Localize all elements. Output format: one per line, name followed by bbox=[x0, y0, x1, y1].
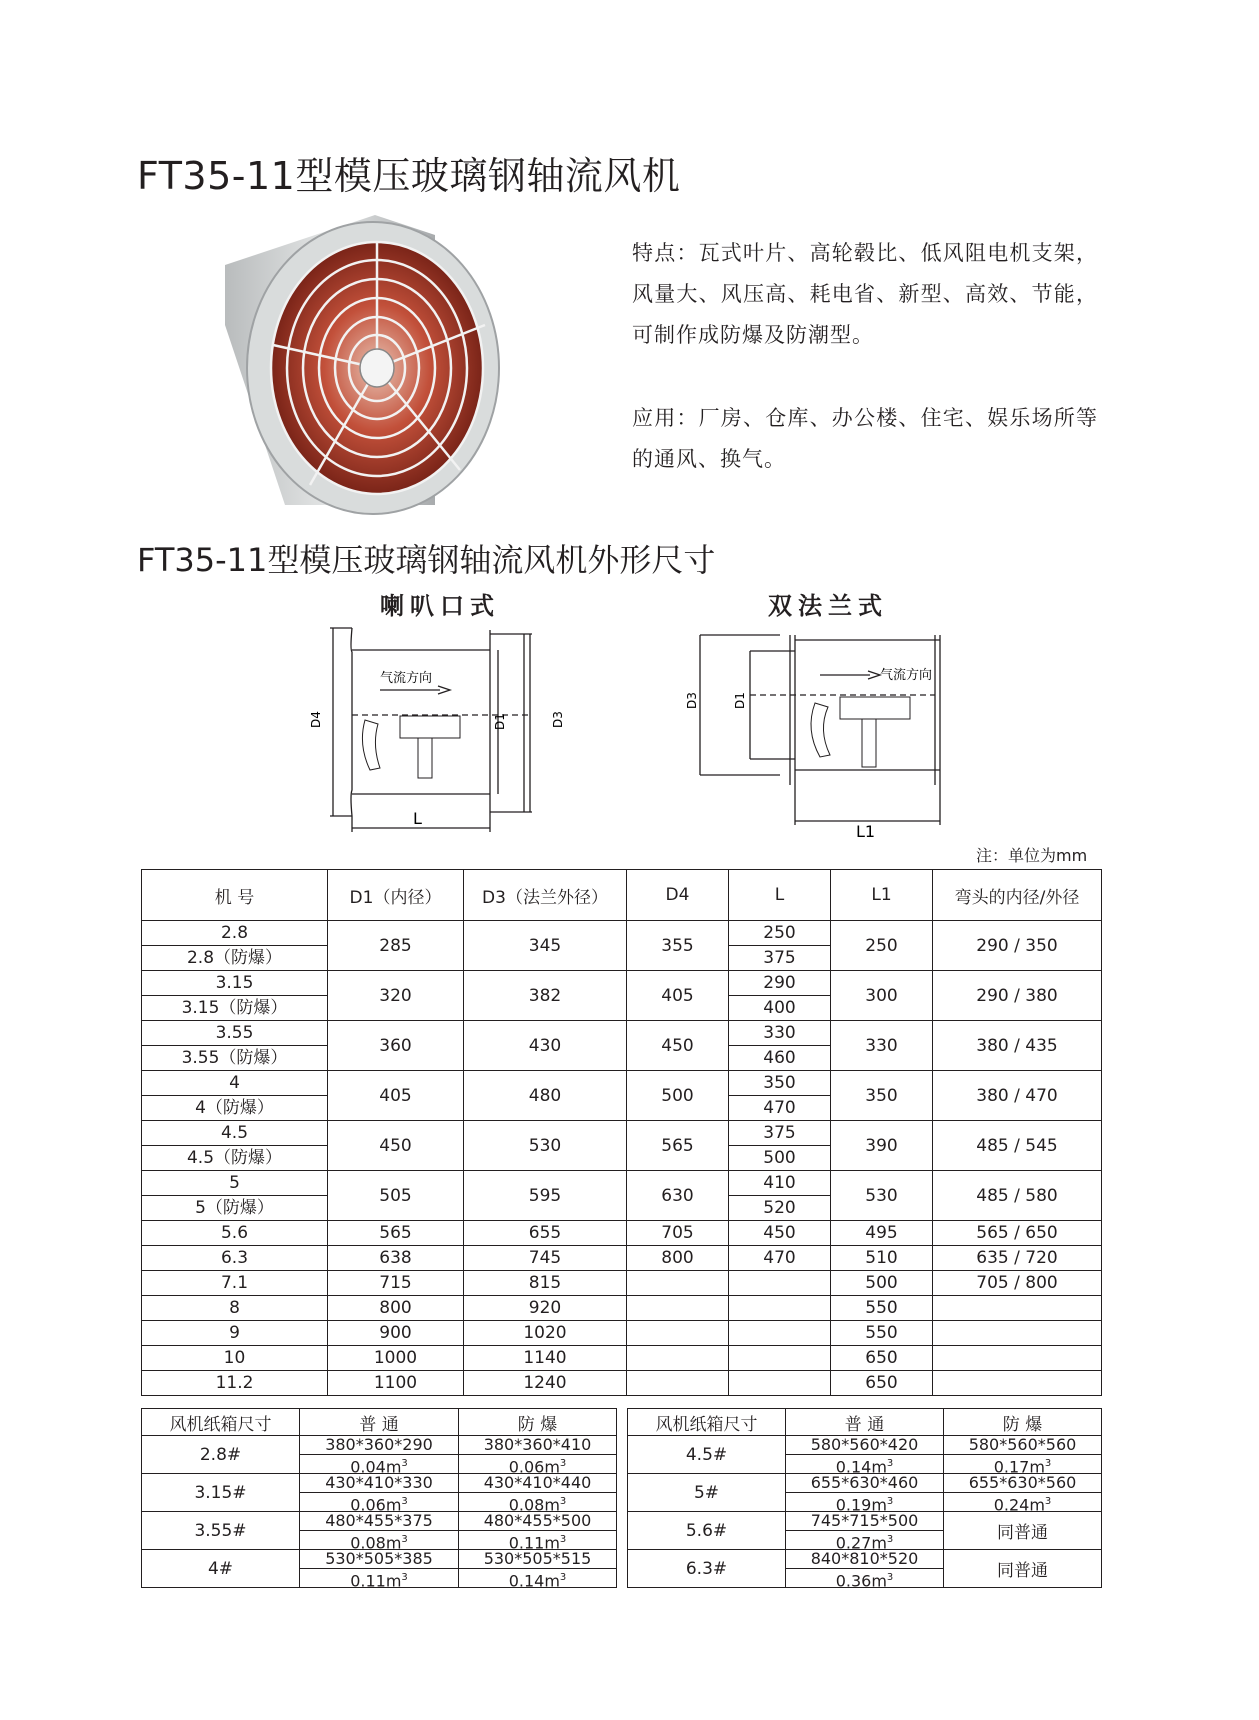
model-explosion-proof bbox=[142, 1195, 327, 1220]
box-model-cell: 6.3# bbox=[628, 1550, 786, 1588]
box-ex-dim-text: 430*410*440 bbox=[483, 1473, 592, 1492]
diagram-right-title: 双法兰式 bbox=[768, 592, 888, 620]
model-explosion-proof bbox=[142, 945, 327, 970]
box-normal-dim-text: 655*630*460 bbox=[810, 1473, 919, 1492]
d1-cell: 405 bbox=[328, 1071, 464, 1121]
d3-cell: 745 bbox=[464, 1246, 627, 1271]
box-ex-volume-text: 0.17m bbox=[993, 1457, 1045, 1477]
box-normal-dim-text: 530*505*385 bbox=[325, 1549, 433, 1568]
l-explosion-proof bbox=[729, 1195, 830, 1220]
box-normal-volume bbox=[786, 1530, 943, 1553]
box-normal-dim bbox=[300, 1550, 458, 1568]
l-cell bbox=[729, 1121, 831, 1171]
elbow-cell: 290 / 350 bbox=[933, 921, 1102, 971]
l-explosion-proof-text: 375 bbox=[763, 948, 796, 968]
model-cell: 9 bbox=[142, 1321, 328, 1346]
elbow-cell: 565 / 650 bbox=[933, 1221, 1102, 1246]
model-explosion-proof bbox=[142, 995, 327, 1020]
model-cell bbox=[142, 921, 328, 971]
box-row bbox=[628, 1474, 1102, 1512]
elbow-cell: 635 / 720 bbox=[933, 1246, 1102, 1271]
elbow-cell: 705 / 800 bbox=[933, 1271, 1102, 1296]
l-standard bbox=[729, 921, 830, 945]
d3-cell: 1020 bbox=[464, 1321, 627, 1346]
box-normal-volume-text: 0.19m bbox=[835, 1495, 887, 1515]
box-ex-cell bbox=[944, 1473, 1102, 1515]
box-ex-dim-text: 655*630*560 bbox=[968, 1473, 1077, 1492]
box-ex-volume bbox=[459, 1568, 616, 1591]
model-standard bbox=[142, 1071, 327, 1095]
l-standard bbox=[729, 1071, 830, 1095]
l-explosion-proof bbox=[729, 1095, 830, 1120]
box-normal-cell bbox=[786, 1473, 944, 1515]
spec-row bbox=[142, 1221, 1102, 1246]
box-ex-dim-text: 530*505*515 bbox=[483, 1549, 592, 1568]
l-explosion-proof bbox=[729, 995, 830, 1020]
d4-cell: 405 bbox=[627, 971, 729, 1021]
d4-cell: 705 bbox=[627, 1221, 729, 1246]
box-col-ex: 防 爆 bbox=[459, 1409, 617, 1436]
model-standard-text: 3.15 bbox=[215, 973, 254, 993]
l-cell bbox=[729, 921, 831, 971]
l1-cell: 390 bbox=[831, 1121, 933, 1171]
spec-row bbox=[142, 1021, 1102, 1071]
box-ex-volume-text: 0.24m bbox=[993, 1495, 1045, 1515]
l-standard-text: 410 bbox=[763, 1173, 796, 1193]
box-header-row bbox=[142, 1409, 617, 1436]
box-col-size: 风机纸箱尺寸 bbox=[142, 1409, 300, 1436]
box-ex-volume bbox=[459, 1492, 616, 1515]
elbow-cell bbox=[933, 1321, 1102, 1346]
d4-cell: 355 bbox=[627, 921, 729, 971]
l1-label: L1 bbox=[856, 822, 876, 841]
d1-label-left: D1 bbox=[493, 713, 507, 730]
l-standard-text: 250 bbox=[763, 923, 796, 943]
spec-row bbox=[142, 1246, 1102, 1271]
spec-row bbox=[142, 1371, 1102, 1396]
model-explosion-proof bbox=[142, 1045, 327, 1070]
cube-superscript: 3 bbox=[886, 1496, 894, 1507]
box-model-cell: 3.15# bbox=[142, 1474, 300, 1512]
d3-cell: 655 bbox=[464, 1221, 627, 1246]
box-ex-dim-text: 480*455*500 bbox=[483, 1511, 592, 1530]
col-l1: L1 bbox=[831, 870, 933, 921]
d3-cell: 480 bbox=[464, 1071, 627, 1121]
cube-superscript: 3 bbox=[559, 1572, 567, 1583]
features-paragraph: 特点：瓦式叶片、高轮毂比、低风阻电机支架，风量大、风压高、耗电省、新型、高效、节能，可制作成防爆及防潮型。 bbox=[632, 241, 1098, 347]
airflow-label-right: 气流方向 bbox=[880, 668, 933, 683]
cube-superscript: 3 bbox=[401, 1496, 408, 1507]
box-normal-dim-text: 380*360*290 bbox=[325, 1435, 433, 1454]
elbow-cell bbox=[933, 1296, 1102, 1321]
model-standard-text: 2.8 bbox=[220, 923, 249, 943]
elbow-cell: 380 / 470 bbox=[933, 1071, 1102, 1121]
d4-cell bbox=[627, 1371, 729, 1396]
unit-note: 注：单位为mm bbox=[976, 846, 1088, 865]
box-ex-volume-text: 0.06m bbox=[508, 1457, 560, 1477]
l-cell bbox=[729, 971, 831, 1021]
box-normal-dim-text: 580*560*420 bbox=[810, 1435, 919, 1454]
d3-cell: 1240 bbox=[464, 1371, 627, 1396]
d3-cell: 1140 bbox=[464, 1346, 627, 1371]
box-row bbox=[628, 1436, 1102, 1474]
airflow-label-left: 气流方向 bbox=[380, 671, 433, 686]
box-normal-dim bbox=[300, 1436, 458, 1454]
col-elbow: 弯头的内径/外径 bbox=[933, 870, 1102, 921]
box-ex-volume bbox=[459, 1454, 616, 1477]
model-cell bbox=[142, 1071, 328, 1121]
elbow-cell bbox=[933, 1346, 1102, 1371]
box-normal-cell bbox=[786, 1435, 944, 1477]
cube-superscript: 3 bbox=[886, 1534, 894, 1545]
d3-cell: 815 bbox=[464, 1271, 627, 1296]
d4-cell: 565 bbox=[627, 1121, 729, 1171]
box-normal-volume-text: 0.14m bbox=[835, 1457, 887, 1477]
l1-cell: 550 bbox=[831, 1296, 933, 1321]
box-ex-volume bbox=[944, 1454, 1101, 1477]
col-d3: D3（法兰外径） bbox=[464, 870, 627, 921]
cube-superscript: 3 bbox=[401, 1458, 408, 1469]
model-cell bbox=[142, 1171, 328, 1221]
box-model-cell: 4.5# bbox=[628, 1436, 786, 1474]
box-ex-dim bbox=[459, 1474, 616, 1492]
model-explosion-proof bbox=[142, 1145, 327, 1170]
d1-cell: 800 bbox=[328, 1296, 464, 1321]
l1-cell: 350 bbox=[831, 1071, 933, 1121]
box-normal-dim bbox=[786, 1550, 943, 1568]
cube-superscript: 3 bbox=[886, 1572, 894, 1583]
application-text bbox=[632, 398, 1098, 480]
box-ex-cell bbox=[459, 1549, 617, 1591]
box-normal-volume bbox=[786, 1454, 943, 1477]
model-cell: 5.6 bbox=[142, 1221, 328, 1246]
box-normal-cell bbox=[300, 1549, 459, 1591]
d1-cell: 360 bbox=[328, 1021, 464, 1071]
box-normal-volume bbox=[300, 1454, 458, 1477]
l1-cell: 330 bbox=[831, 1021, 933, 1071]
d1-label-right: D1 bbox=[733, 692, 747, 709]
box-normal-cell bbox=[786, 1511, 944, 1553]
elbow-cell: 290 / 380 bbox=[933, 971, 1102, 1021]
diagram-left-title: 喇叭口式 bbox=[380, 592, 500, 620]
l-explosion-proof-text: 470 bbox=[763, 1098, 796, 1118]
d1-cell: 1000 bbox=[328, 1346, 464, 1371]
l-standard bbox=[729, 1171, 830, 1195]
spec-row bbox=[142, 1296, 1102, 1321]
box-ex-cell bbox=[459, 1511, 617, 1553]
box-normal-volume-text: 0.27m bbox=[835, 1533, 887, 1553]
box-ex-dim bbox=[459, 1550, 616, 1568]
box-model-cell: 5# bbox=[628, 1474, 786, 1512]
box-normal-dim bbox=[786, 1512, 943, 1530]
d3-cell: 382 bbox=[464, 971, 627, 1021]
d4-cell bbox=[627, 1346, 729, 1371]
d4-cell bbox=[627, 1321, 729, 1346]
l-explosion-proof bbox=[729, 1145, 830, 1170]
box-normal-cell bbox=[786, 1549, 944, 1591]
model-explosion-proof-text: 4（防爆） bbox=[195, 1098, 274, 1118]
l-standard bbox=[729, 1021, 830, 1045]
model-cell: 6.3 bbox=[142, 1246, 328, 1271]
d4-cell: 630 bbox=[627, 1171, 729, 1221]
d3-cell: 530 bbox=[464, 1121, 627, 1171]
spec-row bbox=[142, 1321, 1102, 1346]
model-standard bbox=[142, 1021, 327, 1045]
elbow-cell: 485 / 545 bbox=[933, 1121, 1102, 1171]
box-ex-volume-text: 0.14m bbox=[508, 1571, 560, 1591]
cube-superscript: 3 bbox=[559, 1496, 567, 1507]
model-standard-text: 5 bbox=[229, 1173, 240, 1193]
spec-row bbox=[142, 1121, 1102, 1171]
box-row bbox=[628, 1550, 1102, 1588]
box-model-cell: 3.55# bbox=[142, 1512, 300, 1550]
model-cell: 11.2 bbox=[142, 1371, 328, 1396]
l1-cell: 495 bbox=[831, 1221, 933, 1246]
l-label: L bbox=[413, 809, 422, 828]
d1-cell: 1100 bbox=[328, 1371, 464, 1396]
box-normal-volume-text: 0.11m bbox=[350, 1571, 402, 1591]
l-cell bbox=[729, 1271, 831, 1296]
features-text bbox=[632, 233, 1098, 356]
box-normal-cell bbox=[300, 1473, 459, 1515]
model-standard-text: 4 bbox=[229, 1073, 240, 1093]
box-col-ex: 防 爆 bbox=[944, 1409, 1102, 1436]
model-explosion-proof-text: 3.55（防爆） bbox=[181, 1048, 288, 1068]
d4-cell bbox=[627, 1271, 729, 1296]
double-flange-diagram bbox=[685, 625, 970, 841]
box-ex-cell bbox=[459, 1473, 617, 1515]
l-cell bbox=[729, 1071, 831, 1121]
box-size-table-right bbox=[627, 1408, 1102, 1591]
box-normal-dim-text: 430*410*330 bbox=[325, 1473, 433, 1492]
cube-superscript: 3 bbox=[1044, 1496, 1052, 1507]
d3-cell: 595 bbox=[464, 1171, 627, 1221]
d3-cell: 430 bbox=[464, 1021, 627, 1071]
box-normal-dim-text: 480*455*375 bbox=[325, 1511, 433, 1530]
cube-superscript: 3 bbox=[401, 1572, 408, 1583]
box-normal-dim-text: 840*810*520 bbox=[810, 1549, 919, 1568]
l-standard bbox=[729, 1121, 830, 1145]
box-row bbox=[142, 1550, 617, 1588]
d3-label-left: D3 bbox=[551, 711, 565, 728]
model-standard bbox=[142, 1171, 327, 1195]
d1-cell: 450 bbox=[328, 1121, 464, 1171]
model-standard-text: 3.55 bbox=[215, 1023, 254, 1043]
l-standard-text: 375 bbox=[763, 1123, 796, 1143]
l-cell bbox=[729, 1171, 831, 1221]
model-cell bbox=[142, 971, 328, 1021]
box-normal-volume bbox=[786, 1568, 943, 1591]
l-cell bbox=[729, 1346, 831, 1371]
box-normal-volume-text: 0.08m bbox=[350, 1533, 402, 1553]
l1-cell: 300 bbox=[831, 971, 933, 1021]
l-standard-text: 330 bbox=[763, 1023, 796, 1043]
box-ex-volume bbox=[459, 1530, 616, 1553]
box-normal-cell bbox=[300, 1435, 459, 1477]
d3-label-right: D3 bbox=[685, 692, 699, 709]
box-header-row bbox=[628, 1409, 1102, 1436]
page-title: FT35-11型模压玻璃钢轴流风机 bbox=[137, 154, 681, 198]
model-cell bbox=[142, 1021, 328, 1071]
l-cell bbox=[729, 1021, 831, 1071]
cube-superscript: 3 bbox=[401, 1534, 408, 1545]
box-ex-dim-text: 580*560*560 bbox=[968, 1435, 1077, 1454]
box-model-cell: 5.6# bbox=[628, 1512, 786, 1550]
box-row bbox=[628, 1512, 1102, 1550]
spec-row bbox=[142, 921, 1102, 971]
box-col-normal: 普 通 bbox=[786, 1409, 944, 1436]
l-explosion-proof-text: 520 bbox=[763, 1198, 796, 1218]
box-normal-volume bbox=[786, 1492, 943, 1515]
d4-cell: 800 bbox=[627, 1246, 729, 1271]
box-normal-volume-text: 0.36m bbox=[835, 1571, 887, 1591]
cube-superscript: 3 bbox=[559, 1458, 567, 1469]
bell-mouth-diagram bbox=[300, 620, 600, 840]
l-cell: 450 bbox=[729, 1221, 831, 1246]
box-ex-dim bbox=[459, 1436, 616, 1454]
application-paragraph: 应用：厂房、仓库、办公楼、住宅、娱乐场所等的通风、换气。 bbox=[632, 406, 1098, 471]
l-cell: 470 bbox=[729, 1246, 831, 1271]
model-standard bbox=[142, 1121, 327, 1145]
model-cell: 10 bbox=[142, 1346, 328, 1371]
box-normal-volume bbox=[300, 1530, 458, 1553]
model-standard bbox=[142, 921, 327, 945]
l-standard-text: 350 bbox=[763, 1073, 796, 1093]
box-model-cell: 4# bbox=[142, 1550, 300, 1588]
box-ex-dim-text: 380*360*410 bbox=[483, 1435, 592, 1454]
col-d4: D4 bbox=[627, 870, 729, 921]
box-ex-cell bbox=[944, 1435, 1102, 1477]
d1-cell: 285 bbox=[328, 921, 464, 971]
d1-cell: 565 bbox=[328, 1221, 464, 1246]
col-model: 机 号 bbox=[142, 870, 328, 921]
spec-row bbox=[142, 971, 1102, 1021]
elbow-cell: 485 / 580 bbox=[933, 1171, 1102, 1221]
col-d1: D1（内径） bbox=[328, 870, 464, 921]
d3-cell: 920 bbox=[464, 1296, 627, 1321]
model-explosion-proof-text: 2.8（防爆） bbox=[186, 948, 283, 968]
l1-cell: 500 bbox=[831, 1271, 933, 1296]
model-standard bbox=[142, 971, 327, 995]
dimensions-title: FT35-11型模压玻璃钢轴流风机外形尺寸 bbox=[137, 541, 716, 579]
spec-row bbox=[142, 1271, 1102, 1296]
box-ex-cell bbox=[459, 1435, 617, 1477]
d1-cell: 320 bbox=[328, 971, 464, 1021]
box-normal-volume bbox=[300, 1492, 458, 1515]
model-standard-text: 4.5 bbox=[220, 1123, 249, 1143]
d4-cell: 450 bbox=[627, 1021, 729, 1071]
spec-header-row bbox=[142, 870, 1102, 921]
l-explosion-proof-text: 400 bbox=[763, 998, 796, 1018]
l-cell bbox=[729, 1296, 831, 1321]
spec-row bbox=[142, 1071, 1102, 1121]
box-ex-cell: 同普通 bbox=[944, 1512, 1102, 1550]
box-normal-dim-text: 745*715*500 bbox=[810, 1511, 919, 1530]
box-normal-dim bbox=[300, 1474, 458, 1492]
l-standard-text: 290 bbox=[763, 973, 796, 993]
box-row bbox=[142, 1512, 617, 1550]
box-normal-dim bbox=[786, 1436, 943, 1454]
d3-cell: 345 bbox=[464, 921, 627, 971]
model-explosion-proof bbox=[142, 1095, 327, 1120]
d4-label: D4 bbox=[309, 711, 323, 728]
l-explosion-proof-text: 500 bbox=[763, 1148, 796, 1168]
box-ex-dim bbox=[459, 1512, 616, 1530]
l1-cell: 510 bbox=[831, 1246, 933, 1271]
d1-cell: 715 bbox=[328, 1271, 464, 1296]
model-explosion-proof-text: 5（防爆） bbox=[195, 1198, 274, 1218]
l1-cell: 650 bbox=[831, 1371, 933, 1396]
l-explosion-proof bbox=[729, 945, 830, 970]
box-normal-volume bbox=[300, 1568, 458, 1591]
box-normal-volume-text: 0.06m bbox=[350, 1495, 402, 1515]
box-ex-dim bbox=[944, 1436, 1101, 1454]
box-col-size: 风机纸箱尺寸 bbox=[628, 1409, 786, 1436]
l1-cell: 650 bbox=[831, 1346, 933, 1371]
box-normal-volume-text: 0.04m bbox=[350, 1457, 402, 1477]
box-col-normal: 普 通 bbox=[300, 1409, 459, 1436]
elbow-cell: 380 / 435 bbox=[933, 1021, 1102, 1071]
l-cell bbox=[729, 1321, 831, 1346]
cube-superscript: 3 bbox=[559, 1534, 567, 1545]
fan-photo bbox=[205, 205, 525, 525]
model-cell: 8 bbox=[142, 1296, 328, 1321]
d1-cell: 638 bbox=[328, 1246, 464, 1271]
model-cell bbox=[142, 1121, 328, 1171]
col-l: L bbox=[729, 870, 831, 921]
box-ex-cell: 同普通 bbox=[944, 1550, 1102, 1588]
model-cell: 7.1 bbox=[142, 1271, 328, 1296]
box-ex-volume-text: 0.08m bbox=[508, 1495, 560, 1515]
l-explosion-proof-text: 460 bbox=[763, 1048, 796, 1068]
box-ex-volume bbox=[944, 1492, 1101, 1515]
d1-cell: 505 bbox=[328, 1171, 464, 1221]
cube-superscript: 3 bbox=[886, 1458, 894, 1469]
box-normal-dim bbox=[786, 1474, 943, 1492]
l-cell bbox=[729, 1371, 831, 1396]
box-row bbox=[142, 1436, 617, 1474]
box-normal-cell bbox=[300, 1511, 459, 1553]
spec-row bbox=[142, 1346, 1102, 1371]
box-model-cell: 2.8# bbox=[142, 1436, 300, 1474]
box-ex-dim bbox=[944, 1474, 1101, 1492]
d1-cell: 900 bbox=[328, 1321, 464, 1346]
model-explosion-proof-text: 4.5（防爆） bbox=[186, 1148, 283, 1168]
d4-cell: 500 bbox=[627, 1071, 729, 1121]
d4-cell bbox=[627, 1296, 729, 1321]
box-normal-dim bbox=[300, 1512, 458, 1530]
l1-cell: 550 bbox=[831, 1321, 933, 1346]
l1-cell: 250 bbox=[831, 921, 933, 971]
elbow-cell bbox=[933, 1371, 1102, 1396]
box-ex-volume-text: 0.11m bbox=[508, 1533, 560, 1553]
cube-superscript: 3 bbox=[1044, 1458, 1052, 1469]
spec-table bbox=[141, 869, 1102, 1396]
l1-cell: 530 bbox=[831, 1171, 933, 1221]
spec-row bbox=[142, 1171, 1102, 1221]
box-row bbox=[142, 1474, 617, 1512]
l-explosion-proof bbox=[729, 1045, 830, 1070]
box-size-table-left bbox=[141, 1408, 617, 1591]
l-standard bbox=[729, 971, 830, 995]
model-explosion-proof-text: 3.15（防爆） bbox=[181, 998, 288, 1018]
